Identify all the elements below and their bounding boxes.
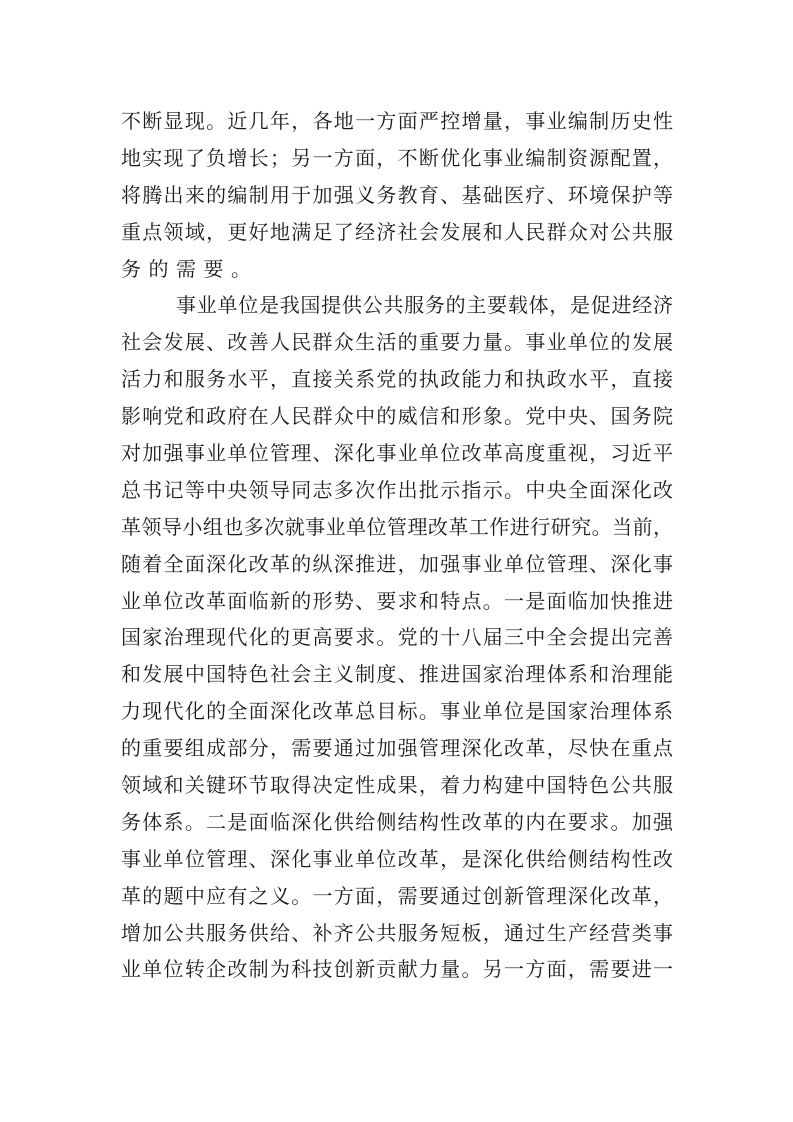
text-line: 务体系。二是面临深化供给侧结构性改革的内在要求。加强 bbox=[121, 809, 673, 834]
text-line: 地实现了负增长；另一方面，不断优化事业编制资源配置， bbox=[121, 145, 673, 170]
text-line: 将腾出来的编制用于加强义务教育、基础医疗、环境保护等 bbox=[121, 182, 673, 207]
text-line: 重点领域，更好地满足了经济社会发展和人民群众对公共服 bbox=[121, 219, 673, 244]
text-line: 活力和服务水平，直接关系党的执政能力和执政水平，直接 bbox=[121, 367, 673, 392]
text-line: 业单位转企改制为科技创新贡献力量。另一方面，需要进一 bbox=[121, 957, 673, 982]
text-line: 领域和关键环节取得决定性成果，着力构建中国特色公共服 bbox=[121, 773, 673, 798]
text-line: 影响党和政府在人民群众中的威信和形象。党中央、国务院 bbox=[121, 404, 673, 429]
text-line: 随着全面深化改革的纵深推进，加强事业单位管理、深化事 bbox=[121, 551, 673, 576]
text-line: 的重要组成部分，需要通过加强管理深化改革，尽快在重点 bbox=[121, 736, 673, 761]
text-line: 总书记等中央领导同志多次作出批示指示。中央全面深化改 bbox=[121, 477, 673, 502]
text-line: 对加强事业单位管理、深化事业单位改革高度重视，习近平 bbox=[121, 441, 673, 466]
text-line: 力现代化的全面深化改革总目标。事业单位是国家治理体系 bbox=[121, 699, 673, 724]
paragraph-1 bbox=[121, 103, 673, 287]
text-line: 国家治理现代化的更高要求。党的十八届三中全会提出完善 bbox=[121, 625, 673, 650]
paragraph-2 bbox=[121, 287, 673, 988]
text-line: 革的题中应有之义。一方面，需要通过创新管理深化改革， bbox=[121, 883, 673, 908]
text-line: 社会发展、改善人民群众生活的重要力量。事业单位的发展 bbox=[121, 330, 673, 355]
text-line: 务的需要。 bbox=[121, 256, 259, 281]
text-line: 革领导小组也多次就事业单位管理改革工作进行研究。当前， bbox=[121, 514, 673, 539]
text-line: 不断显现。近几年，各地一方面严控增量，事业编制历史性 bbox=[121, 109, 673, 133]
text-line: 事业单位是我国提供公共服务的主要载体，是促进经济 bbox=[176, 293, 673, 318]
text-line: 增加公共服务供给、补齐公共服务短板，通过生产经营类事 bbox=[121, 920, 673, 945]
text-line: 事业单位管理、深化事业单位改革，是深化供给侧结构性改 bbox=[121, 846, 673, 871]
text-line: 业单位改革面临新的形势、要求和特点。一是面临加快推进 bbox=[121, 588, 673, 613]
text-line: 和发展中国特色社会主义制度、推进国家治理体系和治理能 bbox=[121, 662, 673, 687]
document-body bbox=[121, 103, 673, 988]
